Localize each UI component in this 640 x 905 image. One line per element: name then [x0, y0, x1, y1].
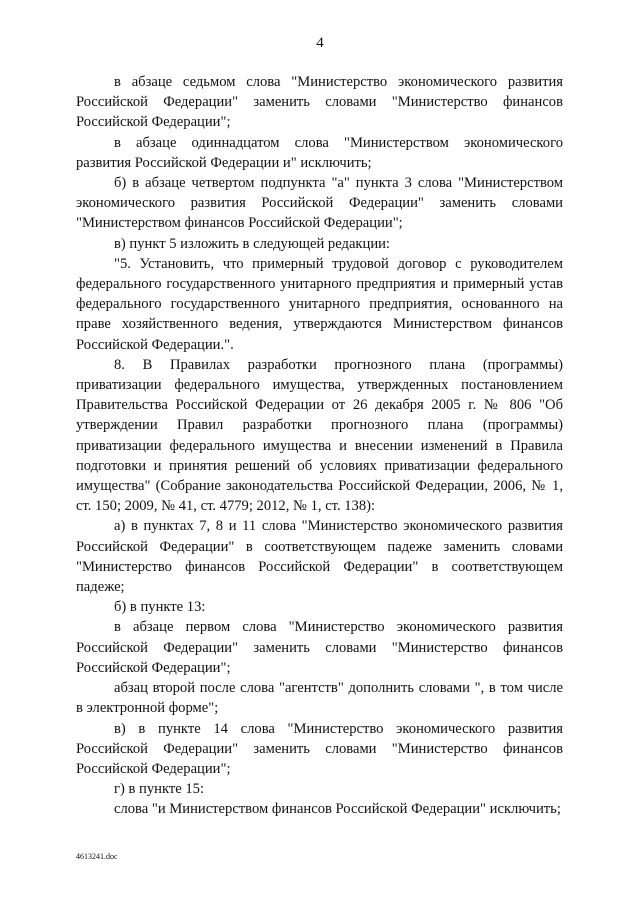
paragraph: "5. Установить, что примерный трудовой договор с руководителем федерального государственного унитарного предприятия и примерный устав федерального государственного унитарного предприятия, основанного на праве хозяйственного ведения, утверждаются Министерством финансов Российской Федерации.".: [76, 255, 563, 353]
paragraph: 8. В Правилах разработки прогнозного плана (программы) приватизации федерального имущества, утвержденных постановлением Правительства Российской Федерации от 26 декабря 2005 г. № 806 "Об утверждении Правил разработки прогнозного плана (программы) приватизации федерального имущества и внесении изменений в Правила подготовки и принятия решений об условиях приватизации федерального имущества" (Собрание законодательства Российской Федерации, 2006, № 1, ст. 150; 2009, № 41, ст. 4779; 2012, № 1, ст. 138):: [76, 356, 563, 515]
file-name-footer: 4613241.doc: [76, 852, 118, 861]
paragraph: в абзаце одиннадцатом слова "Министерством экономического развития Российской Федерации и" исключить;: [76, 134, 563, 171]
paragraph: абзац второй после слова "агентств" дополнить словами ", в том числе в электронной форме";: [76, 680, 563, 717]
paragraph: а) в пунктах 7, 8 и 11 слова "Министерство экономического развития Российской Федерации" в соответствующем падеже заменить словами "Министерство финансов Российской Федерации" в соответствующем падеже;: [76, 518, 563, 596]
paragraph: б) в абзаце четвертом подпункта "а" пункта 3 слова "Министерством экономического развития Российской Федерации" заменить словами "Министерством финансов Российской Федерации";: [76, 175, 563, 232]
paragraph: в абзаце первом слова "Министерство экономического развития Российской Федерации" заменить словами "Министерство финансов Российской Федерации";: [76, 619, 563, 676]
paragraph: в) в пункте 14 слова "Министерство экономического развития Российской Федерации" заменить словами "Министерство финансов Российской Федерации";: [76, 720, 563, 777]
page-number: 4: [316, 35, 324, 51]
paragraph: б) в пункте 13:: [114, 599, 206, 616]
paragraph: в) пункт 5 изложить в следующей редакции:: [114, 235, 390, 252]
document-body: [76, 72, 563, 820]
paragraph: г) в пункте 15:: [114, 781, 204, 798]
paragraph: слова "и Министерством финансов Российской Федерации" исключить;: [114, 801, 561, 818]
paragraph: в абзаце седьмом слова "Министерство экономического развития Российской Федерации" заменить словами "Министерство финансов Российской Федерации";: [76, 74, 563, 131]
